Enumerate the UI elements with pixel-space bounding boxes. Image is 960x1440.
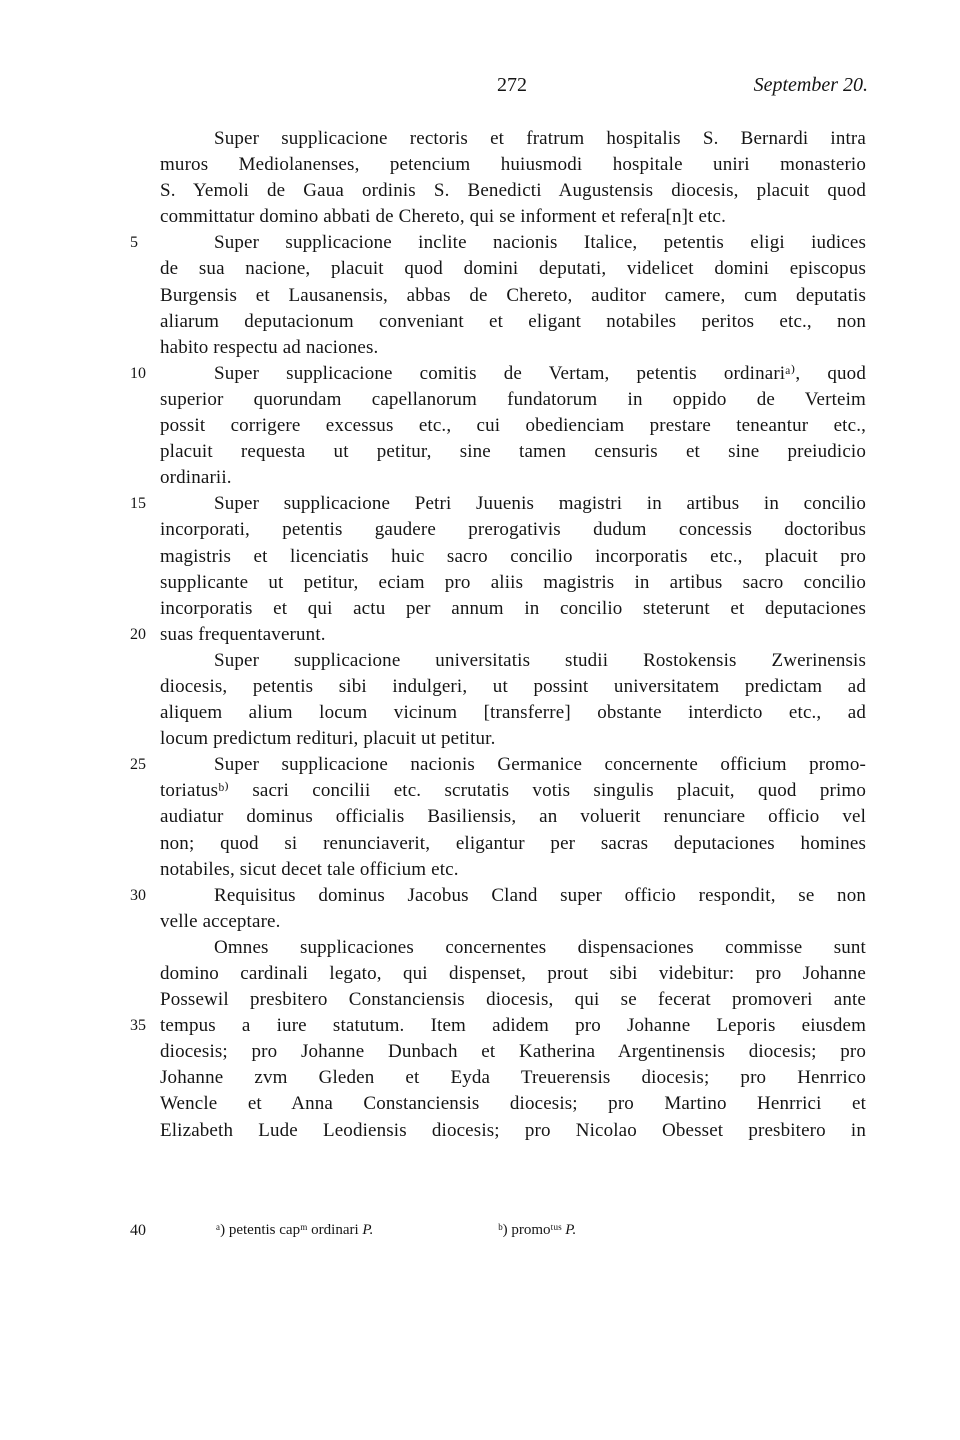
line-text: supplicante ut petitur, eciam pro aliis magistris in artibus sacro concilio [160,571,866,593]
line-text: domino cardinali legato, qui dispenset, prout sibi videbitur: pro Johanne [160,963,866,984]
text-line [0,596,960,622]
line-text: superior quorundam capellanorum fundatorum in oppido de Verteim [160,388,866,410]
line-text: placuit requesta ut petitur, sine tamen censuris et sine preiudicio [160,441,866,463]
footnote-a-siglum: P. [362,1222,374,1238]
text-line [0,387,960,413]
text-line [0,987,960,1013]
text-line [0,335,960,361]
running-head-date: September 20. [753,74,868,96]
line-text: Burgensis et Lausanensis, abbas de Chereto, auditor camere, cum deputatis [160,284,866,306]
text-line [0,230,960,256]
text-line [0,283,960,309]
text-line [0,648,960,674]
line-text: Possewil presbitero Constanciensis diocesis, qui se fecerat promoveri ante [160,989,866,1011]
text-line [0,909,960,935]
page-number: 272 [497,74,527,96]
line-text: incorporatis et qui actu per annum in concilio steterunt et deputaciones [160,597,866,619]
text-line [0,1118,960,1144]
text-line [0,1091,960,1117]
text-line [0,674,960,700]
line-number: 5 [130,234,138,252]
line-text: notabiles, sicut decet tale officium etc. [160,858,459,880]
text-line [0,178,960,204]
text-line [0,465,960,491]
text-line [0,831,960,857]
text-line [0,126,960,152]
line-text: Super supplicacione Petri Juuenis magistri in artibus in concilio [214,493,866,515]
footnote-a-text: petentis capᵐ ordinari [228,1222,359,1238]
text-line [0,1065,960,1091]
text-line [0,700,960,726]
line-text: habito respectu ad naciones. [160,336,379,358]
line-text: de sua nacione, placuit quod domini deputati, videlicet domini episcopus [160,258,866,280]
line-number: 10 [130,364,146,382]
text-line [0,752,960,778]
text-line [0,857,960,883]
text-line [0,309,960,335]
line-text: aliquem alium locum vicinum [transferre] obstante interdicto etc., ad [160,702,866,724]
text-line [0,491,960,517]
line-text: toriatusᵇ⁾ sacri concilii etc. scrutatis votis singulis placuit, quod primo [160,780,866,802]
line-text: possit corrigere excessus etc., cui obedienciam prestare teneantur etc., [160,415,866,437]
text-line [0,883,960,909]
line-number: 25 [130,756,146,774]
line-text: magistris et licenciatis huic sacro concilio incorporatis etc., placuit pro [160,545,866,567]
line-text: Super supplicacione rectoris et fratrum hospitalis S. Bernardi intra [214,128,866,149]
line-text: muros Mediolanenses, petencium huiusmodi hospitale uniri monasterio [160,154,866,176]
line-text: velle acceptare. [160,910,281,932]
line-text: ordinarii. [160,467,232,489]
line-number: 20 [130,625,146,643]
line-text: suas frequentaverunt. [160,623,326,645]
text-line [0,1013,960,1039]
line-number: 30 [130,886,146,904]
footnote-a-mark: ᵃ) [216,1222,226,1238]
line-text: diocesis, petentis sibi indulgeri, ut possint universitatem predictam ad [160,675,866,697]
line-number: 15 [130,495,146,513]
footnote-b-mark: ᵇ) [498,1222,508,1238]
footnote-b-siglum: P. [565,1222,577,1238]
line-text: incorporati, petentis gaudere prerogativis dudum concessis doctoribus [160,519,866,541]
line-text: Super supplicacione inclite nacionis Italice, petentis eligi iudices [214,232,866,254]
text-line [0,204,960,230]
line-text: aliarum deputacionum conveniant et eligant notabiles peritos etc., non [160,310,866,332]
line-text: Omnes supplicaciones concernentes dispensaciones commisse sunt [214,936,866,958]
text-line [0,361,960,387]
line-text: diocesis; pro Johanne Dunbach et Katherina Argentinensis diocesis; pro [160,1041,866,1063]
footnotes [0,1220,960,1246]
text-line [0,152,960,178]
text-line [0,256,960,282]
line-text: committatur domino abbati de Chereto, qui se informent et refera[n]t etc. [160,206,726,228]
line-text: tempus a iure statutum. Item adidem pro Johanne Leporis eiusdem [160,1015,866,1037]
text-line [0,517,960,543]
line-text: Super supplicacione nacionis Germanice concernente officium promo- [214,754,866,776]
line-text: Johanne zvm Gleden et Eyda Treuerensis diocesis; pro Henrrico [160,1067,866,1089]
line-text: Wencle et Anna Constanciensis diocesis; pro Martino Henrrici et [160,1093,866,1115]
text-line [0,413,960,439]
text-line [0,570,960,596]
text-line [0,622,960,648]
line-text: Elizabeth Lude Leodiensis diocesis; pro Nicolao Obesset presbitero in [160,1119,866,1141]
text-line [0,778,960,804]
line-text: locum predictum redituri, placuit ut petitur. [160,728,496,750]
line-text: S. Yemoli de Gaua ordinis S. Benedicti Augustensis diocesis, placuit quod [160,180,866,202]
line-text: Super supplicacione comitis de Vertam, petentis ordinariᵃ⁾, quod [214,362,866,384]
text-line [0,439,960,465]
text-line [0,544,960,570]
page-header [0,74,960,104]
footnote-a [216,1222,373,1239]
footnote-line-number: 40 [130,1222,146,1239]
body-text [0,126,960,1144]
line-text: Super supplicacione universitatis studii Rostokensis Zwerinensis [214,649,866,671]
text-line [0,804,960,830]
footnote-b [498,1222,576,1239]
footnote-b-text: promoᵗᵘˢ [511,1222,562,1238]
line-number: 35 [130,1017,146,1035]
text-line [0,726,960,752]
text-line [0,961,960,987]
line-text: Requisitus dominus Jacobus Cland super officio respondit, se non [214,884,866,906]
line-text: non; quod si renunciaverit, eligantur per sacras deputaciones homines [160,832,866,854]
line-text: audiatur dominus officialis Basiliensis, an voluerit renunciare officio vel [160,806,866,828]
text-line [0,935,960,961]
text-line [0,1039,960,1065]
